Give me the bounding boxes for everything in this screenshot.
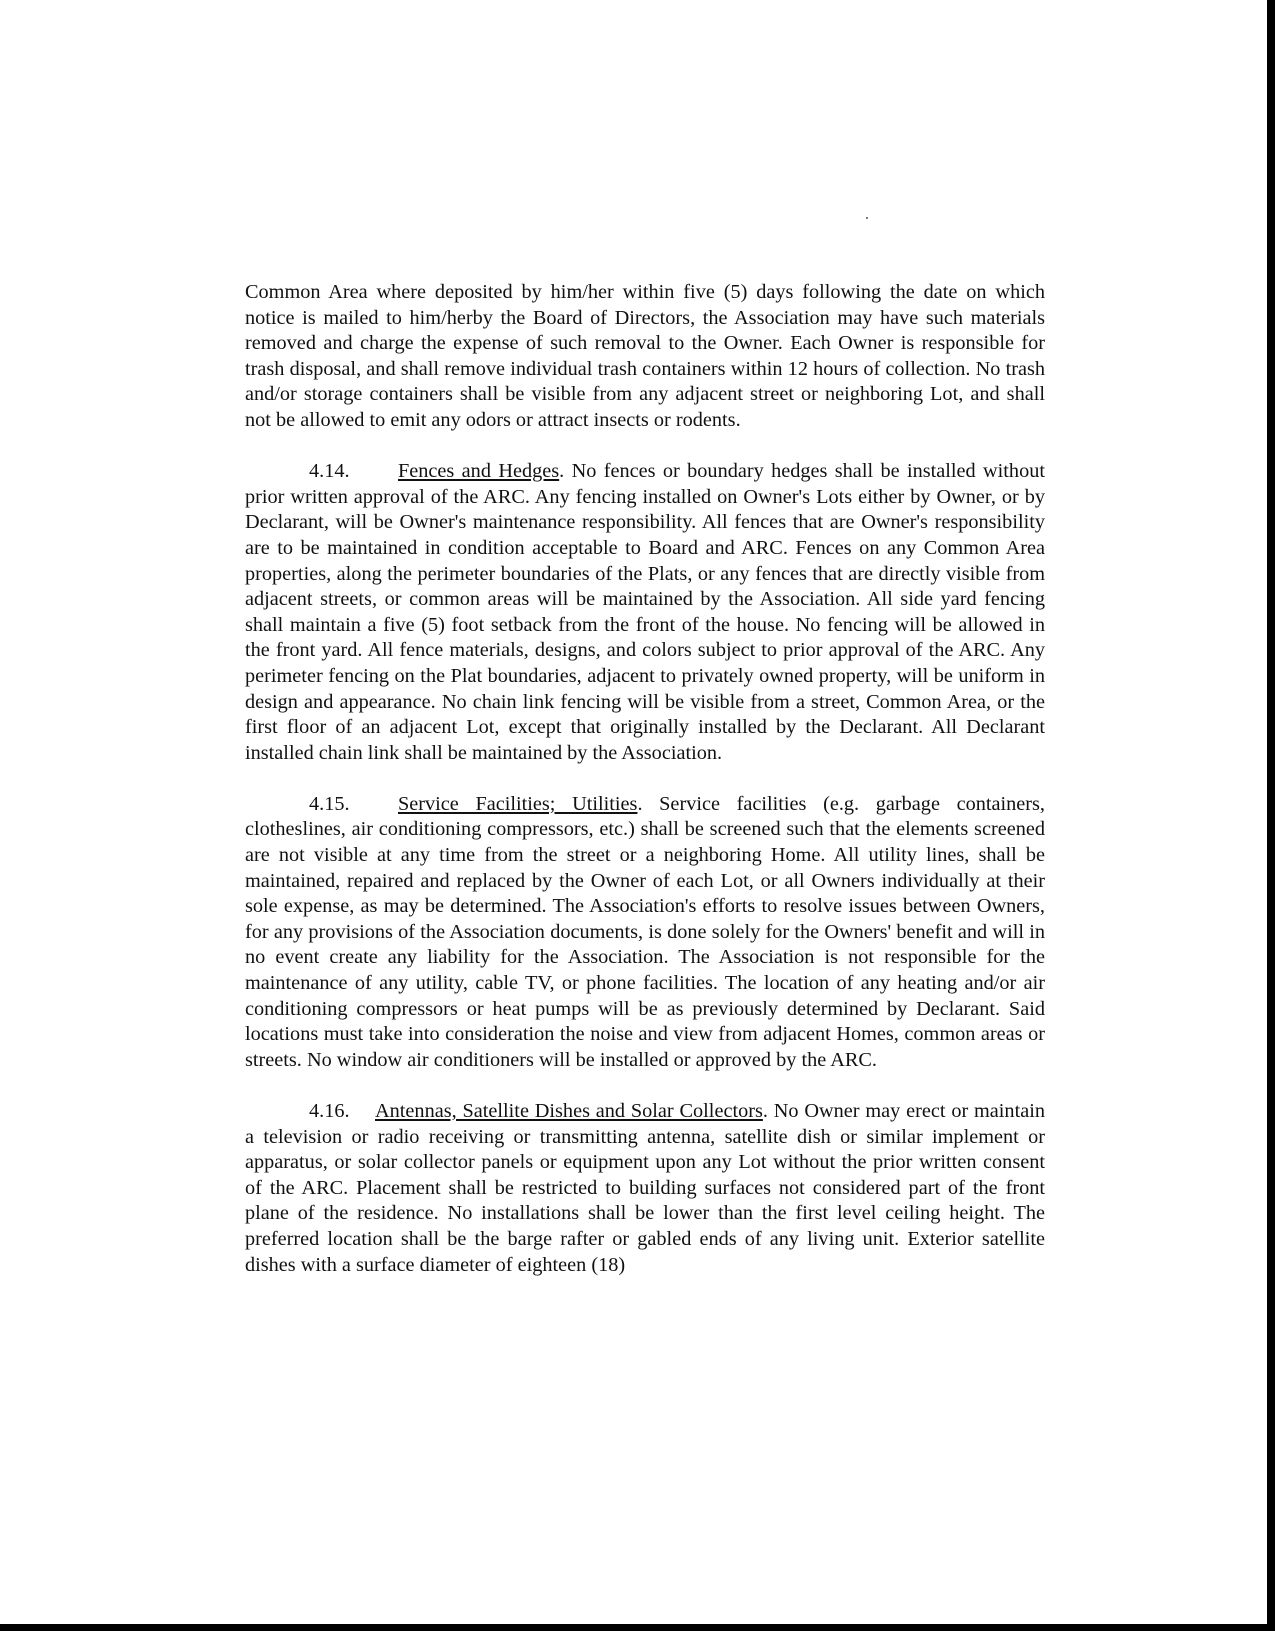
section-heading: Fences and Hedges <box>398 460 560 483</box>
section-heading: Service Facilities; Utilities <box>398 792 638 815</box>
section-heading: Antennas, Satellite Dishes and Solar Collectors <box>375 1100 763 1122</box>
section-number: 4.14. <box>309 460 350 483</box>
heading-period: . <box>637 792 643 815</box>
section-4-16 <box>245 1099 1045 1278</box>
document-body <box>245 280 1045 1304</box>
scan-speck <box>866 217 868 219</box>
section-4-14 <box>245 459 1045 766</box>
paragraph-text: Service facilities (e.g. garbage containers, clotheslines, air conditioning compressors, etc.) shall be screened such that the elements screened are not visible at any time from the street or a neighboring Home. All utility lines, shall be maintained, repaired and replaced by the Owner of each Lot, or all Owners individually at their sole expense, as may be determined. The Association's efforts to resolve issues between Owners, for any provisions of the Association documents, is done solely for the Owners' benefit and will in no event create any liability for the Association. The Association is not responsible for the maintenance of any utility, cable TV, or phone facilities. The location of any heating and/or air conditioning compressors or heat pumps will be as previously determined by Declarant. Said locations must take into consideration the noise and view from adjacent Homes, common areas or streets. No window air conditioners will be installed or approved by the ARC. <box>245 792 1045 1071</box>
section-number: 4.15. <box>309 792 350 815</box>
section-4-15 <box>245 792 1045 1074</box>
heading-period: . <box>559 460 565 483</box>
section-number: 4.16. <box>309 1100 350 1122</box>
paragraph-text: Common Area where deposited by him/her within five (5) days following the date on which notice is mailed to him/herby the Board of Directors, the Association may have such materials removed and charge the expense of such removal to the Owner. Each Owner is responsible for trash disposal, and shall remove individual trash containers within 12 hours of collection. No trash and/or storage containers shall be visible from any adjacent street or neighboring Lot, and shall not be allowed to emit any odors or attract insects or rodents. <box>245 281 1045 431</box>
paragraph-text: No fences or boundary hedges shall be installed without prior written approval of the ARC. Any fencing installed on Owner's Lots either by Owner, or by Declarant, will be Owner's maintenance responsibility. All fences that are Owner's responsibility are to be maintained in condition acceptable to Board and ARC. Fences on any Common Area properties, along the perimeter boundaries of the Plats, or any fences that are directly visible from adjacent streets, or common areas will be maintained by the Association. All side yard fencing shall maintain a five (5) foot setback from the front of the house. No fencing will be allowed in the front yard. All fence materials, designs, and colors subject to prior approval of the ARC. Any perimeter fencing on the Plat boundaries, adjacent to privately owned property, will be uniform in design and appearance. No chain link fencing will be visible from a street, Common Area, or the first floor of an adjacent Lot, except that originally installed by the Declarant. All Declarant installed chain link shall be maintained by the Association. <box>245 460 1045 764</box>
paragraph-text: No Owner may erect or maintain a television or radio receiving or transmitting antenna, satellite dish or similar implement or apparatus, or solar collector panels or equipment upon any Lot without the prior written consent of the ARC. Placement shall be restricted to building surfaces not considered part of the front plane of the residence. No installations shall be lower than the first level ceiling height. The preferred location shall be the barge rafter or gabled ends of any living unit. Exterior satellite dishes with a surface diameter of eighteen (18) <box>245 1100 1045 1276</box>
heading-period: . <box>762 1100 768 1122</box>
paragraph-continuation <box>245 280 1045 434</box>
